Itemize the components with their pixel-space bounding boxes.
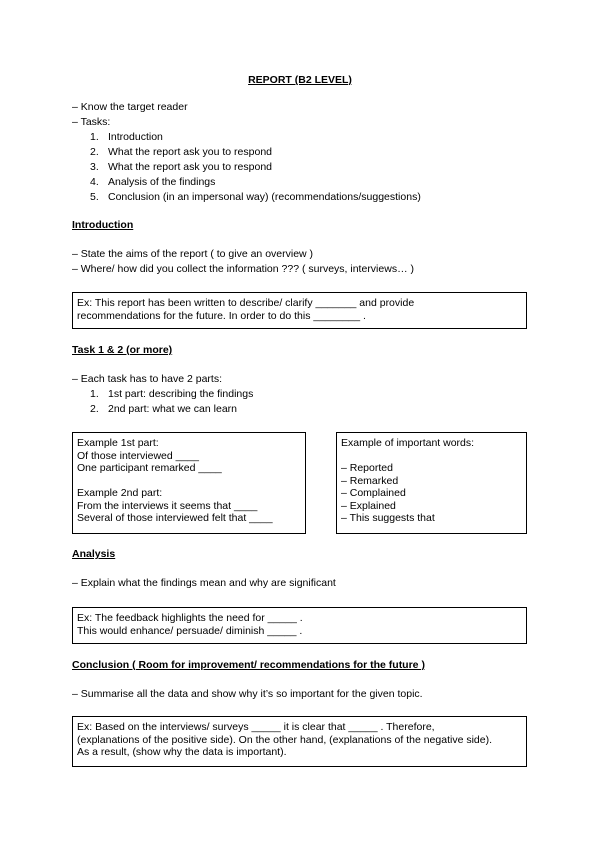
example-line: (explanations of the positive side). On the other hand, (explanations of the negative side). (77, 733, 493, 746)
task12-heading: Task 1 & 2 (or more) (72, 344, 173, 356)
example-line: Of those interviewed ____ (77, 449, 199, 462)
word-item: – This suggests that (341, 512, 435, 524)
task-item: 5. Conclusion (in an impersonal way) (recommendations/suggestions) (90, 191, 421, 203)
bullet-know-reader: – Know the target reader (72, 101, 188, 113)
analysis-example-box (72, 607, 527, 644)
example-line: recommendations for the future. In order to do this ________ . (77, 309, 366, 322)
bullet-explain: – Explain what the findings mean and why are significant (72, 577, 336, 589)
bullet-collect-info: – Where/ how did you collect the information ??? ( surveys, interviews… ) (72, 263, 414, 275)
introduction-heading: Introduction (72, 219, 134, 231)
word-item: – Complained (341, 487, 406, 499)
bullet-two-parts: – Each task has to have 2 parts: (72, 373, 223, 385)
task-item: 3. What the report ask you to respond (90, 161, 273, 173)
important-words-box (336, 432, 527, 534)
analysis-heading: Analysis (72, 548, 116, 560)
bullet-aims: – State the aims of the report ( to give an overview ) (72, 248, 314, 260)
bullet-summarise: – Summarise all the data and show why it’s so important for the given topic. (72, 688, 423, 700)
page-title: REPORT (B2 LEVEL) (248, 74, 352, 86)
example-line: As a result, (show why the data is important). (77, 746, 287, 758)
words-title: Example of important words: (341, 437, 475, 449)
bullet-tasks: – Tasks: (72, 116, 111, 128)
task-item: 4. Analysis of the findings (90, 176, 216, 188)
example-line: Ex: Based on the interviews/ surveys _____ it is clear that _____ . Therefore, (77, 721, 435, 733)
task-item: 1. Introduction (90, 131, 163, 143)
task-example-box (72, 432, 306, 534)
conclusion-example-box (72, 716, 527, 767)
word-item: – Explained (341, 499, 396, 512)
example-line: From the interviews it seems that ____ (77, 499, 258, 512)
example-line: Several of those interviewed felt that ____ (77, 512, 273, 524)
example-title: Example 2nd part: (77, 487, 163, 499)
example-line: This would enhance/ persuade/ diminish _____ . (77, 624, 303, 637)
example-line: Ex: This report has been written to describe/ clarify _______ and provide (77, 297, 415, 309)
introduction-example-box (72, 292, 527, 329)
part-item: 2. 2nd part: what we can learn (90, 403, 237, 415)
conclusion-heading: Conclusion ( Room for improvement/ recommendations for the future ) (72, 659, 425, 671)
example-line: One participant remarked ____ (77, 462, 222, 474)
example-line: Ex: The feedback highlights the need for _____ . (77, 612, 303, 624)
word-item: – Remarked (341, 474, 399, 487)
part-item: 1. 1st part: describing the findings (90, 388, 254, 400)
word-item: – Reported (341, 462, 393, 474)
example-title: Example 1st part: (77, 437, 159, 449)
task-item: 2. What the report ask you to respond (90, 146, 273, 158)
